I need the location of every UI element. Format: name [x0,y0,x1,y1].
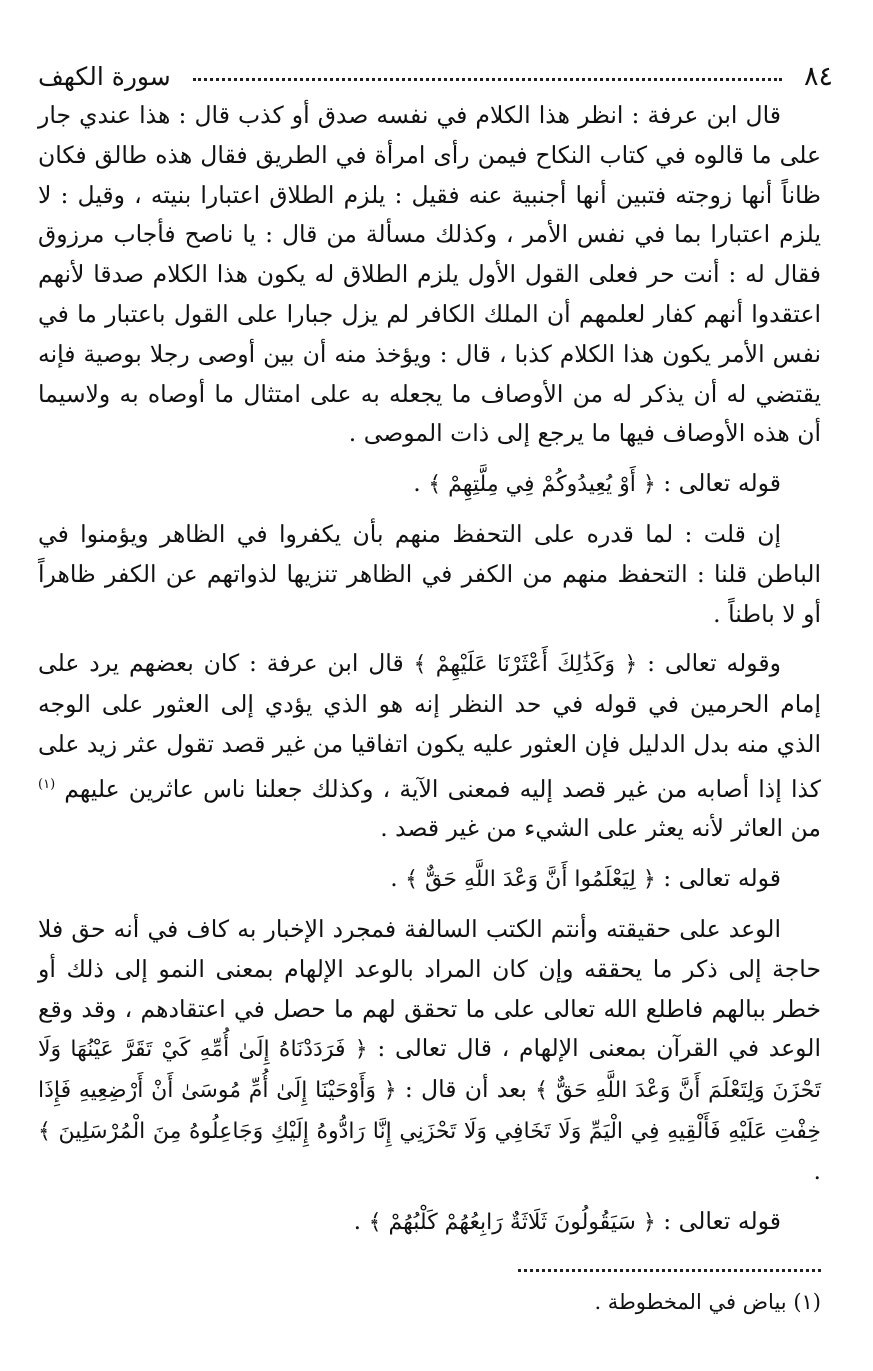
text-run: قال ابن عرفة : انظر هذا الكلام في نفسه صدق أو كذب قال : هذا عندي جار على ما قالوه في كتاب النكاح فيمن رأى امرأة في الطريق فقال هذه طالق فكان ظاناً أنها زوجته فتبين أنها أجنبية عنه فقيل : يلزم الطلاق اعتبارا بنيته ، وقيل : لا يلزم اعتبارا بما في نفس الأمر ، وكذلك مسألة من قال : يا ناصح فأجاب مرزوق فقال له : أنت حر فعلى القول الأول يلزم الطلاق له يكون هذا الكلام صدقا لأنهم اعتقدوا أنهم كفار لعلمهم أن الملك الكافر لم يزل جبارا على القول باعتبار ما في نفس الأمر يكون هذا الكلام كذبا ، قال : ويؤخذ منه أن بين أوصى رجلا بوصية فإنه يقتضي له أن يذكر له من الأوصاف ما يجعله به على امتثال ما أوصاه به ولاسيما أن هذه الأوصاف فيها ما يرجع إلى ذات الموصى . [38,101,821,448]
header-dotted-rule [193,78,782,81]
text-run: . [353,1206,369,1235]
footnote: (١) بياض في المخطوطة . [594,1290,821,1314]
footnote-divider [518,1269,821,1272]
quran-quote: ﴿ فَرَدَدْنَاهُ إِلَىٰ أُمِّهِ كَيْ تَقَرَّ عَيْنُهَا وَلَا تَحْزَنَ وَلِتَعْلَمَ أَنَّ وَعْدَ اللَّهِ حَقٌّ ﴾ [38,1037,821,1104]
main-text [38,96,821,1242]
text-run: وقوله تعالى : [637,649,781,678]
paragraph [38,910,821,1192]
paragraph [38,464,821,505]
text-run: قوله تعالى : [655,1206,781,1235]
paragraph [38,515,821,634]
quran-quote: ﴿ أَوْ يُعِيدُوكُمْ فِي مِلَّتِهِمْ ﴾ [428,472,656,498]
text-run: قوله تعالى : [655,864,781,893]
page-number: ٨٤ [803,60,833,92]
text-run: الوعد على حقيقته وأنتم الكتب السالفة فمجرد الإخبار به كاف في أنه حق فلا حاجة إلى ذكر ما يحققه وإن كان المراد بالوعد الإلهام بمعنى النمو إلى ذلك أو خطر ببالهم فاطلع الله تعالى على ما تحقق لهم ما حصل في اعتقادهم ، وقد وقع الوعد في القرآن بمعنى الإلهام ، قال تعالى : [38,914,821,1063]
text-run: قوله تعالى : [655,469,781,498]
paragraph [38,1202,821,1243]
quran-quote: ﴿ سَيَقُولُونَ ثَلَاثَةٌ رَابِعُهُمْ كَلْبُهُمْ ﴾ [368,1209,656,1235]
quran-quote: ﴿ وَكَذَٰلِكَ أَعْثَرْنَا عَلَيْهِمْ ﴾ [413,652,638,678]
running-title: سورة الكهف [38,61,171,91]
footnote-marker: (١) [38,776,56,792]
text-run: قال ابن عرفة : كان بعضهم يرد على إمام الحرمين في قوله في حد النظر إنه هو الذي يؤدي إلى العثور على الوجه الذي منه بدل الدليل فإن العثور عليه يكون اتفاقيا من غير قصد تقول عثر زيد على كذا إذا أصابه من غير قصد إليه فمعنى الآية ، وكذلك جعلنا ناس عاثرين عليهم [38,649,821,803]
text-run: . [413,469,429,498]
text-run: . [813,1156,821,1185]
text-run: بعد أن قال : [396,1075,536,1104]
quran-quote: ﴿ لِيَعْلَمُوا أَنَّ وَعْدَ اللَّهِ حَقٌّ ﴾ [405,867,656,893]
paragraph [38,96,821,454]
quran-quote: ﴿ وَأَوْحَيْنَا إِلَىٰ أُمِّ مُوسَىٰ أَنْ أَرْضِعِيهِ فَإِذَا خِفْتِ عَلَيْهِ فَأَلْقِيهِ فِي الْيَمِّ وَلَا تَخَافِي وَلَا تَحْزَنِي إِنَّا رَادُّوهُ إِلَيْكِ وَجَاعِلُوهُ مِنَ الْمُرْسَلِينَ ﴾ [38,1078,821,1144]
paragraph [38,644,821,849]
text-run: . [390,864,406,893]
paragraph [38,859,821,900]
page-header [38,56,833,96]
text-run: إن قلت : لما قدره على التحفظ منهم بأن يكفروا في الظاهر ويؤمنوا في الباطن قلنا : التحفظ منهم من الكفر في الظاهر تنزيها لذواتهم عن الكفر ظاهراً أو لا باطناً . [38,519,821,628]
text-run: من العاثر لأنه يعثر على الشيء من غير قصد . [380,814,821,843]
